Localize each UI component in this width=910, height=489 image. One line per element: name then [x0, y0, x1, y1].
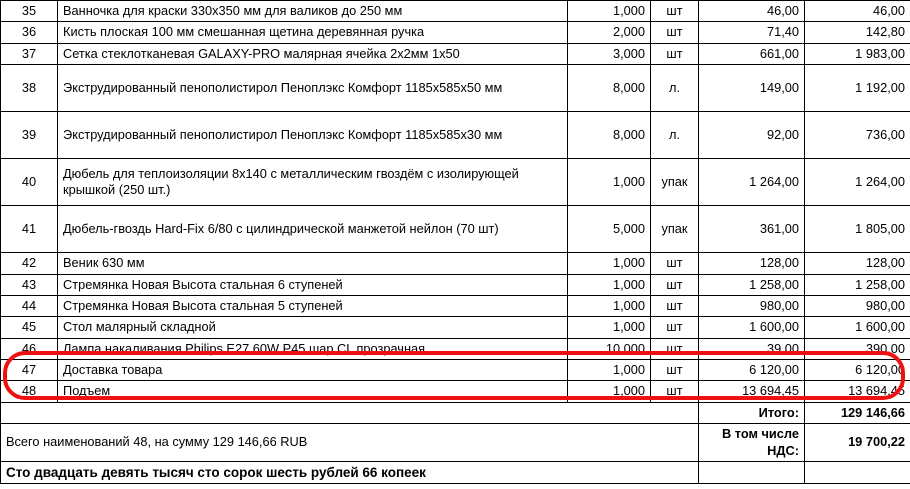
- table-row: [1, 22, 910, 43]
- total-label: Итого:: [699, 402, 805, 423]
- table-row: [1, 1, 910, 22]
- row-name: Веник 630 мм: [58, 253, 568, 274]
- row-name: Дюбель-гвоздь Hard-Fix 6/80 с цилиндрической манжетой нейлон (70 шт): [58, 206, 568, 253]
- table-row-highlighted: [1, 381, 910, 402]
- row-name: Экструдированный пенополистирол Пеноплэкс Комфорт 1185х585х30 мм: [58, 112, 568, 159]
- table-row: [1, 253, 910, 274]
- amount-in-words-row: [1, 461, 910, 483]
- row-sum: 390,00: [805, 338, 910, 359]
- row-name: Ванночка для краски 330х350 мм для валиков до 250 мм: [58, 1, 568, 22]
- row-unit: шт: [651, 338, 699, 359]
- row-number: 43: [1, 274, 58, 295]
- row-qty: 8,000: [568, 65, 651, 112]
- totals-spacer: [1, 402, 699, 423]
- row-sum: 1 983,00: [805, 43, 910, 64]
- totals-row-vat: [1, 424, 910, 462]
- row-price: 13 694,45: [699, 381, 805, 402]
- row-number: 42: [1, 253, 58, 274]
- row-price: 128,00: [699, 253, 805, 274]
- row-name: Экструдированный пенополистирол Пеноплэкс Комфорт 1185х585х50 мм: [58, 65, 568, 112]
- summary-line: Всего наименований 48, на сумму 129 146,66 RUB: [1, 424, 699, 462]
- row-sum: 128,00: [805, 253, 910, 274]
- row-name: Доставка товара: [58, 360, 568, 381]
- row-unit: л.: [651, 112, 699, 159]
- table-row: [1, 43, 910, 64]
- row-price: 1 264,00: [699, 159, 805, 206]
- table-row: [1, 159, 910, 206]
- vat-label: В том числе НДС:: [699, 424, 805, 462]
- row-price: 1 600,00: [699, 317, 805, 338]
- row-qty: 1,000: [568, 274, 651, 295]
- row-qty: 1,000: [568, 253, 651, 274]
- row-sum: 1 805,00: [805, 206, 910, 253]
- row-qty: 1,000: [568, 295, 651, 316]
- row-price: 980,00: [699, 295, 805, 316]
- row-unit: шт: [651, 43, 699, 64]
- row-qty: 1,000: [568, 1, 651, 22]
- row-number: 41: [1, 206, 58, 253]
- row-unit: шт: [651, 295, 699, 316]
- row-sum: 142,80: [805, 22, 910, 43]
- row-price: 1 258,00: [699, 274, 805, 295]
- row-price: 39,00: [699, 338, 805, 359]
- row-qty: 5,000: [568, 206, 651, 253]
- row-sum: 13 694,45: [805, 381, 910, 402]
- total-value: 129 146,66: [805, 402, 910, 423]
- row-name: Стол малярный складной: [58, 317, 568, 338]
- row-name: Стремянка Новая Высота стальная 6 ступеней: [58, 274, 568, 295]
- row-name: Кисть плоская 100 мм смешанная щетина деревянная ручка: [58, 22, 568, 43]
- row-qty: 10,000: [568, 338, 651, 359]
- table-row: [1, 338, 910, 359]
- row-number: 38: [1, 65, 58, 112]
- row-sum: 46,00: [805, 1, 910, 22]
- row-name: Дюбель для теплоизоляции 8х140 с металлическим гвоздём с изолирующей крышкой (250 шт.): [58, 159, 568, 206]
- row-price: 149,00: [699, 65, 805, 112]
- row-name: Стремянка Новая Высота стальная 5 ступеней: [58, 295, 568, 316]
- table-row: [1, 274, 910, 295]
- totals-row-total: [1, 402, 910, 423]
- row-qty: 3,000: [568, 43, 651, 64]
- footer-spacer-right: [805, 461, 910, 483]
- row-number: 39: [1, 112, 58, 159]
- row-price: 6 120,00: [699, 360, 805, 381]
- row-number: 40: [1, 159, 58, 206]
- row-unit: упак: [651, 159, 699, 206]
- row-sum: 980,00: [805, 295, 910, 316]
- row-name: Лампа накаливания Philips E27 60W P45 шар CL прозрачная: [58, 338, 568, 359]
- row-price: 92,00: [699, 112, 805, 159]
- row-name: Подъем: [58, 381, 568, 402]
- amount-in-words: Сто двадцать девять тысяч сто сорок шесть рублей 66 копеек: [1, 461, 699, 483]
- row-unit: л.: [651, 65, 699, 112]
- row-sum: 6 120,00: [805, 360, 910, 381]
- row-price: 661,00: [699, 43, 805, 64]
- row-unit: шт: [651, 253, 699, 274]
- row-unit: шт: [651, 317, 699, 338]
- row-price: 361,00: [699, 206, 805, 253]
- row-sum: 1 600,00: [805, 317, 910, 338]
- row-qty: 1,000: [568, 159, 651, 206]
- row-number: 45: [1, 317, 58, 338]
- row-unit: шт: [651, 274, 699, 295]
- row-sum: 1 264,00: [805, 159, 910, 206]
- row-number: 48: [1, 381, 58, 402]
- row-number: 44: [1, 295, 58, 316]
- row-qty: 1,000: [568, 317, 651, 338]
- table-row: [1, 112, 910, 159]
- row-unit: шт: [651, 360, 699, 381]
- row-qty: 2,000: [568, 22, 651, 43]
- row-price: 71,40: [699, 22, 805, 43]
- row-unit: шт: [651, 22, 699, 43]
- row-number: 37: [1, 43, 58, 64]
- row-unit: шт: [651, 1, 699, 22]
- row-qty: 1,000: [568, 381, 651, 402]
- table-row: [1, 317, 910, 338]
- row-unit: шт: [651, 381, 699, 402]
- table-row: [1, 206, 910, 253]
- row-number: 47: [1, 360, 58, 381]
- row-number: 46: [1, 338, 58, 359]
- invoice-table-body: [1, 1, 910, 484]
- row-sum: 1 192,00: [805, 65, 910, 112]
- row-qty: 1,000: [568, 360, 651, 381]
- row-qty: 8,000: [568, 112, 651, 159]
- row-number: 36: [1, 22, 58, 43]
- row-unit: упак: [651, 206, 699, 253]
- footer-spacer-left: [699, 461, 805, 483]
- table-row: [1, 295, 910, 316]
- row-price: 46,00: [699, 1, 805, 22]
- vat-value: 19 700,22: [805, 424, 910, 462]
- row-sum: 736,00: [805, 112, 910, 159]
- table-row-highlighted: [1, 360, 910, 381]
- row-number: 35: [1, 1, 58, 22]
- row-sum: 1 258,00: [805, 274, 910, 295]
- table-row: [1, 65, 910, 112]
- row-name: Сетка стеклотканевая GALAXY-PRO малярная ячейка 2х2мм 1х50: [58, 43, 568, 64]
